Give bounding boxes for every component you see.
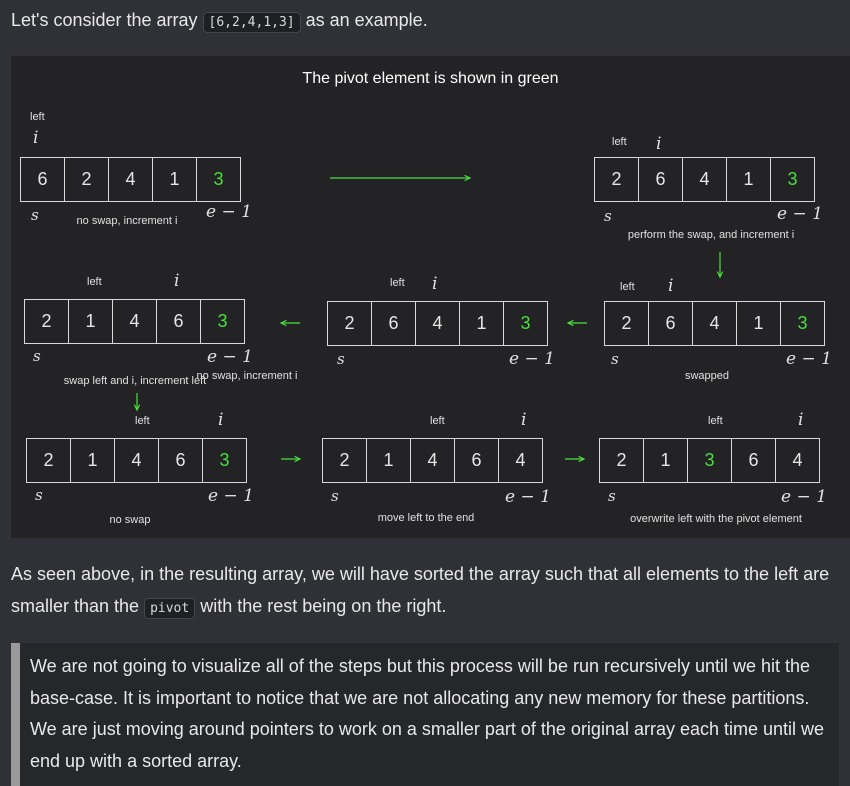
step-caption: swapped [684, 370, 730, 382]
array-cell: 2 [24, 299, 69, 344]
blockquote [11, 643, 839, 786]
s-label: s [604, 207, 612, 225]
step-caption: no swap, increment i [196, 370, 298, 382]
array-cell: 4 [682, 157, 727, 202]
array-cell: 4 [692, 301, 737, 346]
step-caption: perform the swap, and increment i [627, 229, 795, 241]
array-cell: 2 [599, 438, 644, 483]
array-code: [6,2,4,1,3] [203, 12, 301, 33]
array-cell: 2 [327, 301, 372, 346]
array-cell: 6 [158, 438, 203, 483]
array-cell: 3 [196, 157, 241, 202]
arrows-layer [11, 56, 850, 538]
e-minus-1-label: e − 1 [505, 487, 551, 507]
array-cell: 6 [371, 301, 416, 346]
left-label: left [620, 281, 635, 293]
array-cell: 1 [152, 157, 197, 202]
left-label: left [390, 277, 405, 289]
array-cell: 2 [64, 157, 109, 202]
e-minus-1-label: e − 1 [781, 487, 827, 507]
array-cell: 3 [503, 301, 548, 346]
array-cell: 6 [156, 299, 201, 344]
array-cell: 1 [726, 157, 771, 202]
i-label: i [656, 134, 662, 154]
i-label: i [174, 271, 180, 291]
i-label: i [668, 276, 674, 296]
array-cell: 4 [410, 438, 455, 483]
array-cell: 1 [68, 299, 113, 344]
array-cell: 3 [200, 299, 245, 344]
pivot-code: pivot [144, 598, 195, 619]
para-after: with the rest being on the right. [195, 595, 447, 616]
s-label: s [608, 487, 616, 505]
array-cell: 4 [112, 299, 157, 344]
down-arrow-icon [134, 393, 139, 410]
intro-text [11, 10, 428, 31]
array-cell: 6 [731, 438, 776, 483]
array-cell: 1 [366, 438, 411, 483]
right-arrow-icon [281, 456, 300, 461]
left-label: left [30, 111, 45, 123]
left-label: left [135, 415, 150, 427]
intro-before: Let's consider the array [11, 10, 203, 30]
i-label: i [218, 410, 224, 430]
right-arrow-icon [330, 175, 470, 180]
array-cell: 6 [648, 301, 693, 346]
result-paragraph [11, 559, 841, 624]
array-cell: 1 [643, 438, 688, 483]
down-arrow-icon [717, 252, 722, 277]
array-cell: 2 [594, 157, 639, 202]
array-cell: 3 [202, 438, 247, 483]
array-cell: 1 [736, 301, 781, 346]
left-label: left [708, 415, 723, 427]
step-caption: swap left and i, increment left [63, 375, 207, 387]
array-cell: 6 [20, 157, 65, 202]
right-arrow-icon [565, 456, 584, 461]
array-cell: 1 [459, 301, 504, 346]
array-cell: 2 [604, 301, 649, 346]
blockquote-text: We are not going to visualize all of the steps but this process will be run recursively until we hit the base-case. It is important to notice that we are not allocating any new memory for these partitions. We are just moving around pointers to work on a smaller part of the original array each time until we end up with a sorted array. [30, 656, 825, 771]
step-caption: no swap [109, 514, 151, 526]
e-minus-1-label: e − 1 [777, 204, 823, 224]
array-cell: 4 [108, 157, 153, 202]
array-cell: 4 [498, 438, 543, 483]
left-label: left [612, 136, 627, 148]
step-caption: no swap, increment i [76, 215, 178, 227]
left-arrow-icon [568, 320, 587, 325]
i-label: i [432, 274, 438, 294]
array-cell: 6 [638, 157, 683, 202]
i-label: i [33, 128, 39, 148]
array-cell: 2 [322, 438, 367, 483]
s-label: s [35, 486, 43, 504]
array-cell: 4 [775, 438, 820, 483]
i-label: i [521, 410, 527, 430]
array-cell: 2 [26, 438, 71, 483]
array-cell: 1 [70, 438, 115, 483]
quicksort-partition-diagram [11, 56, 850, 538]
array-cell: 3 [780, 301, 825, 346]
array-cell: 4 [415, 301, 460, 346]
e-minus-1-label: e − 1 [207, 347, 253, 367]
s-label: s [337, 350, 345, 368]
left-label: left [87, 276, 102, 288]
s-label: s [331, 487, 339, 505]
para-before: As seen above, in the resulting array, we will have sorted the array such that all elements to the left are smaller than the [11, 564, 830, 616]
array-cell: 3 [770, 157, 815, 202]
intro-after: as an example. [300, 10, 428, 30]
step-caption: overwrite left with the pivot element [630, 513, 802, 525]
step-caption: move left to the end [377, 512, 475, 524]
left-arrow-icon [281, 320, 300, 325]
i-label: i [798, 410, 804, 430]
s-label: s [33, 347, 41, 365]
s-label: s [611, 350, 619, 368]
diagram-title: The pivot element is shown in green [302, 70, 559, 87]
e-minus-1-label: e − 1 [208, 486, 254, 506]
e-minus-1-label: e − 1 [786, 349, 832, 369]
array-cell: 4 [114, 438, 159, 483]
left-label: left [430, 415, 445, 427]
e-minus-1-label: e − 1 [509, 349, 555, 369]
s-label: s [31, 206, 39, 224]
array-cell: 3 [687, 438, 732, 483]
e-minus-1-label: e − 1 [206, 202, 252, 222]
array-cell: 6 [454, 438, 499, 483]
